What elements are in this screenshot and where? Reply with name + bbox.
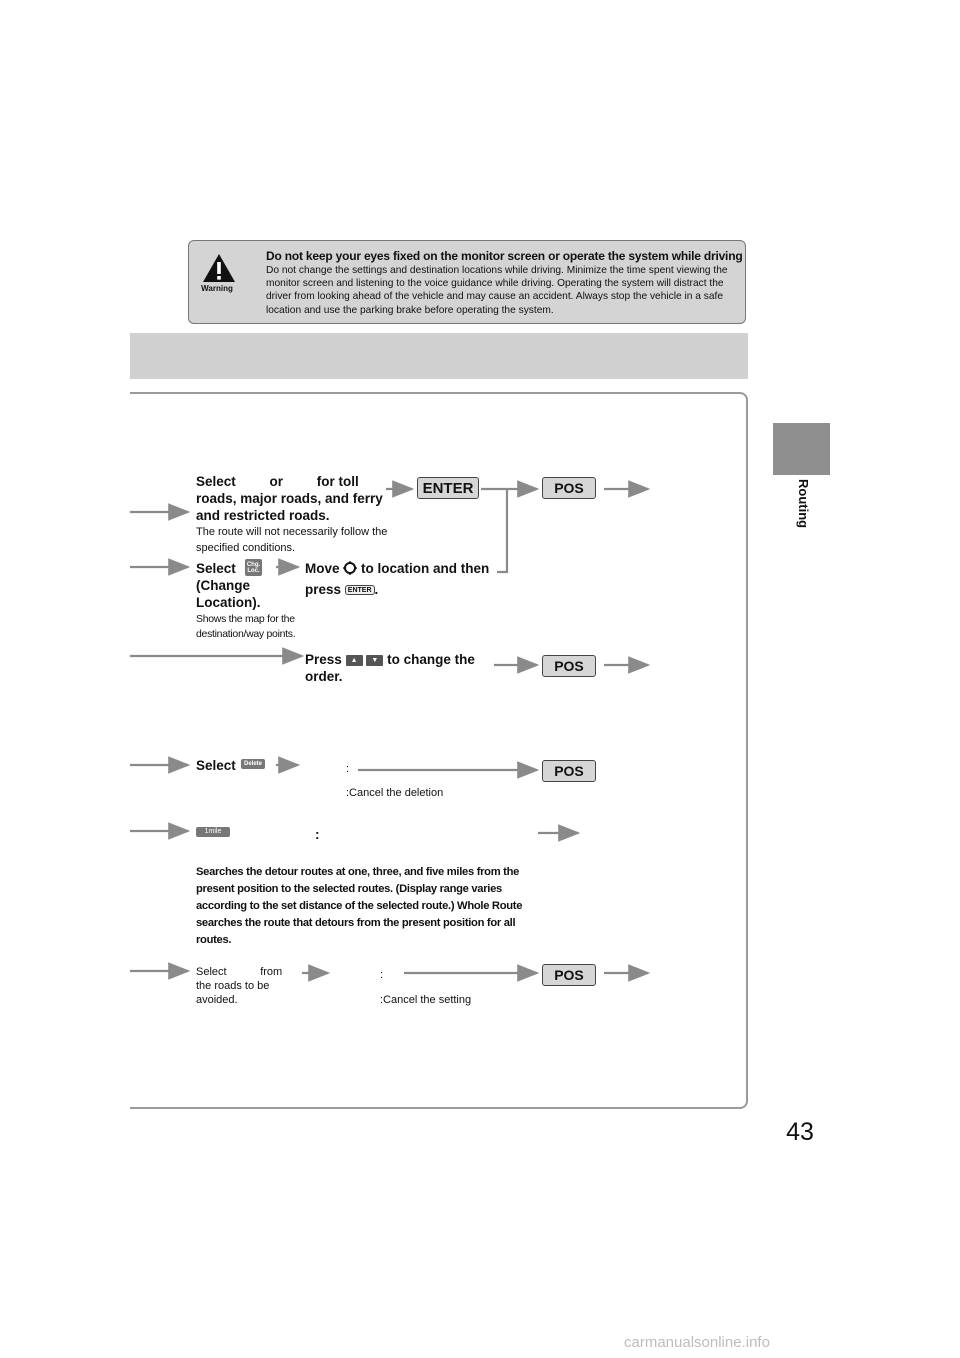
press-word: press <box>305 582 342 597</box>
joystick-icon <box>343 561 357 575</box>
road-select-line3: and restricted roads. <box>196 508 330 523</box>
one-mile-button[interactable]: 1mile <box>196 827 230 837</box>
pos-button[interactable]: POS <box>542 477 596 499</box>
press-enter-instruction <box>305 581 378 598</box>
warning-title: Do not keep your eyes fixed on the monitor screen or operate the system while driving <box>266 249 743 263</box>
detour-colon: : <box>315 827 320 842</box>
avoid-colon: : <box>380 969 384 981</box>
order-line2: order. <box>305 669 343 684</box>
move-post: to location and then <box>361 561 490 576</box>
up-arrow-icon[interactable]: ▲ <box>346 655 363 666</box>
change-location-note: Shows the map for the destination/way points. <box>196 613 296 640</box>
enter-key-icon: ENTER <box>345 585 375 595</box>
move-instruction <box>305 560 489 577</box>
down-arrow-icon[interactable]: ▼ <box>366 655 383 666</box>
order-pre: Press <box>305 652 342 667</box>
delete-select: Select <box>196 758 236 773</box>
road-select-note: The route will not necessarily follow the specified conditions. <box>196 526 388 554</box>
pos-button[interactable]: POS <box>542 655 596 677</box>
enter-button[interactable]: ENTER <box>417 477 479 499</box>
delete-icon[interactable]: Delete <box>241 759 265 769</box>
page-number: 43 <box>786 1118 814 1146</box>
road-select-line1: Select or for toll <box>196 474 359 489</box>
chapter-label: Routing <box>796 479 811 529</box>
delete-colon: : <box>346 763 350 775</box>
avoid-select: Select from the roads to be avoided. <box>196 966 286 1006</box>
avoid-cancel-note: :Cancel the setting <box>380 994 472 1006</box>
move-pre: Move <box>305 561 340 576</box>
watermark: carmanualsonline.info <box>624 1334 770 1351</box>
warning-body: Do not change the settings and destination locations while driving. Minimize the time spent viewing the monitor screen and listening to the voice guidance while driving. Operating the system will distract the driver from looking ahead of the vehicle and may cause an accident. Always stop the vehicle in a safe location and use the parking brake before operating the system. <box>266 265 728 316</box>
road-select-line2: roads, major roads, and ferry <box>196 491 383 506</box>
change-location-select: Select <box>196 561 236 576</box>
warning-label: Warning <box>201 284 233 293</box>
period: . <box>374 582 379 597</box>
pos-button[interactable]: POS <box>542 760 596 782</box>
delete-cancel-note: :Cancel the deletion <box>346 787 444 799</box>
change-location-label: (Change Location). <box>196 578 261 610</box>
order-post: to change the <box>387 652 475 667</box>
pos-button[interactable]: POS <box>542 964 596 986</box>
change-location-icon[interactable]: Chg. Loc. <box>245 559 262 576</box>
order-instruction <box>305 651 475 668</box>
detour-description: Searches the detour routes at one, three, and five miles from the present position to the selected routes. (Display range varies according to the set distance of the selected route.) Whole Route searches the route that detours from the present position for all routes. <box>196 866 523 946</box>
